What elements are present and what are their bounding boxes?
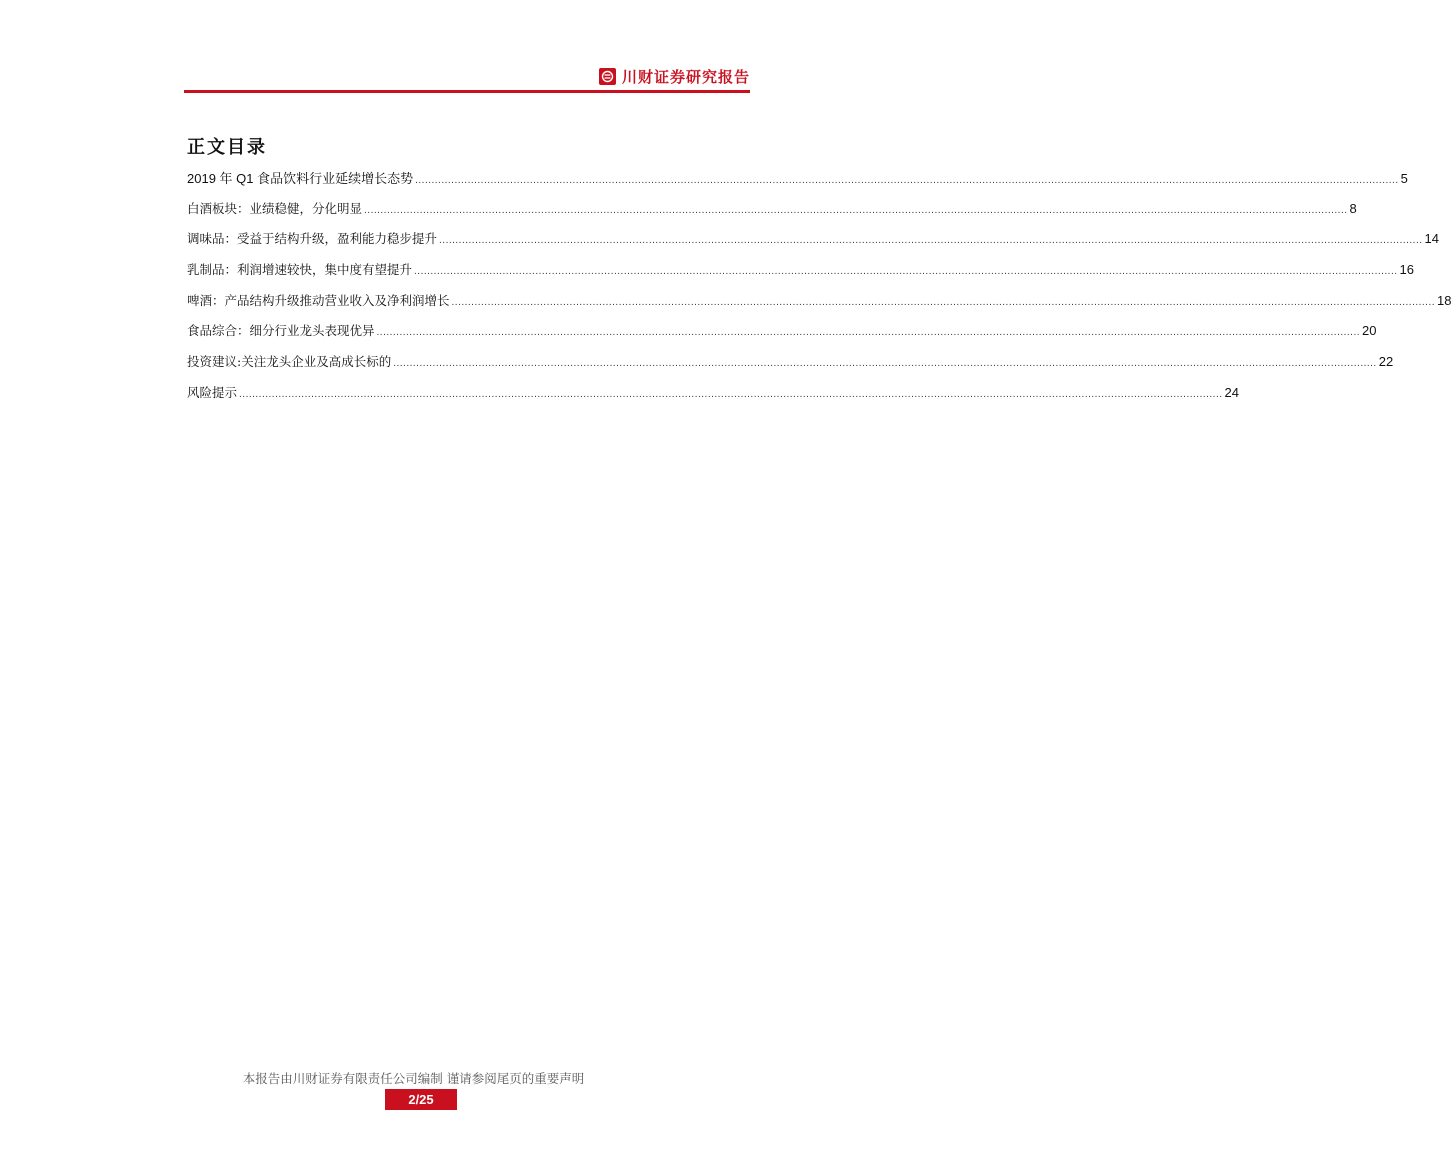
toc-entry[interactable] bbox=[187, 291, 1451, 322]
toc-dot-leader: ............................................................................................................................................................................................................................................................................................................ bbox=[439, 235, 1423, 247]
chuancai-logo-icon bbox=[599, 68, 616, 85]
toc-entry-page: 20 bbox=[1362, 323, 1377, 339]
toc-entry-page: 22 bbox=[1378, 354, 1394, 370]
toc-dot-leader: ............................................................................................................................................................................................................................................................................................................ bbox=[451, 296, 1436, 308]
toc-entry[interactable] bbox=[187, 352, 1394, 383]
toc-entry-title: 调味品：受益于结构升级，盈利能力稳步提升 bbox=[187, 231, 438, 247]
toc-entry-page: 18 bbox=[1437, 292, 1451, 308]
footer-disclaimer: 本报告由川财证券有限责任公司编制 谨请参阅尾页的重要声明 bbox=[242, 1071, 585, 1086]
toc-entry[interactable] bbox=[187, 168, 1408, 199]
toc-entry-page: 5 bbox=[1400, 171, 1408, 186]
toc-entry-page: 24 bbox=[1224, 384, 1239, 400]
toc-dot-leader: ............................................................................................................................................................................................................................................................................................................ bbox=[415, 175, 1399, 186]
toc-dot-leader: ............................................................................................................................................................................................................................................................................................................ bbox=[393, 358, 1377, 370]
toc-title: 正文目录 bbox=[187, 137, 267, 158]
toc-entry[interactable] bbox=[187, 199, 1357, 230]
toc-entry-title: 投资建议:关注龙头企业及高成长标的 bbox=[187, 354, 392, 370]
toc-entry-page: 16 bbox=[1399, 262, 1414, 278]
toc-entry[interactable] bbox=[187, 229, 1439, 260]
page-indicator: 2/25 bbox=[385, 1089, 457, 1110]
toc-dot-leader: ............................................................................................................................................................................................................................................................................................................ bbox=[376, 327, 1361, 339]
toc-dot-leader: ............................................................................................................................................................................................................................................................................................................ bbox=[239, 388, 1223, 400]
brand-name: 川财证券研究报告 bbox=[621, 68, 750, 86]
toc-entry-title: 白酒板块：业绩稳健，分化明显 bbox=[187, 200, 363, 216]
toc-entry-title: 食品综合：细分行业龙头表现优异 bbox=[187, 323, 375, 339]
toc-list bbox=[187, 168, 1451, 414]
toc-entry-title: 2019 年 Q1 食品饮料行业延续增长态势 bbox=[187, 171, 414, 186]
toc-entry-title: 风险提示 bbox=[187, 384, 238, 400]
toc-entry[interactable] bbox=[187, 260, 1414, 291]
header-brand bbox=[599, 66, 750, 87]
toc-dot-leader: ............................................................................................................................................................................................................................................................................................................ bbox=[414, 266, 1398, 278]
toc-entry-page: 8 bbox=[1349, 200, 1357, 216]
toc-entry-title: 乳制品：利润增速较快，集中度有望提升 bbox=[187, 262, 413, 278]
toc-entry-page: 14 bbox=[1424, 231, 1439, 247]
header-divider bbox=[184, 90, 750, 93]
toc-entry-title: 啤酒：产品结构升级推动营业收入及净利润增长 bbox=[187, 292, 450, 308]
toc-entry[interactable] bbox=[187, 321, 1377, 352]
toc-entry[interactable] bbox=[187, 383, 1239, 414]
toc-dot-leader: ............................................................................................................................................................................................................................................................................................................ bbox=[364, 204, 1348, 216]
